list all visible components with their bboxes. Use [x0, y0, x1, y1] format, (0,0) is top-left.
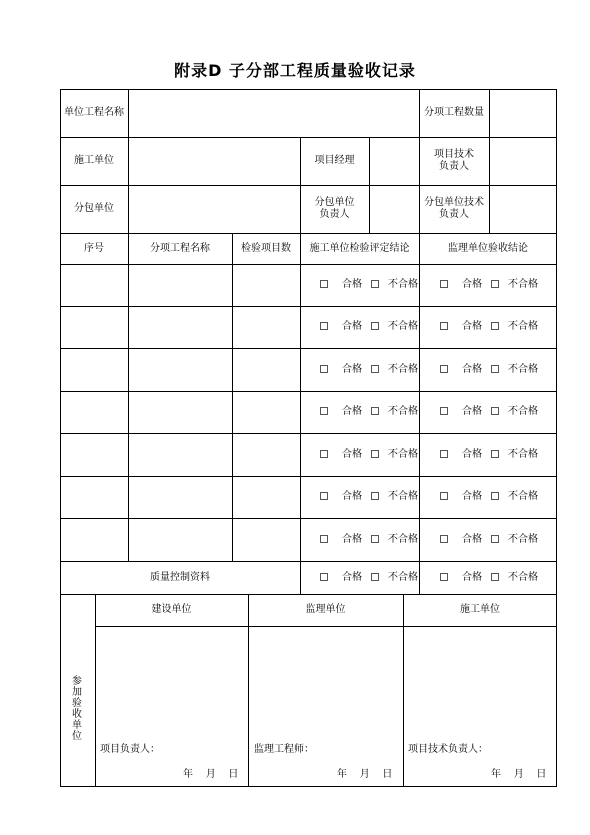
- column-header-seq: 序号: [84, 242, 104, 254]
- pass-checkbox[interactable]: [440, 573, 448, 581]
- build-unit-header: 建设单位: [151, 604, 192, 615]
- participants-label-char: 位: [72, 731, 82, 742]
- fail-checkbox[interactable]: [491, 535, 499, 543]
- fail-checkbox[interactable]: [491, 322, 499, 330]
- construction-date: 年 月 日: [491, 769, 547, 780]
- participants-label: [70, 676, 84, 742]
- fail-label: 不合格: [388, 491, 418, 502]
- pass-checkbox[interactable]: [320, 322, 328, 330]
- pass-label: 合格: [462, 406, 482, 417]
- fail-label: 不合格: [388, 364, 418, 375]
- pass-checkbox[interactable]: [320, 573, 328, 581]
- participants-label-char: 参: [72, 676, 82, 687]
- tech-lead-line-2: 负责人: [439, 161, 469, 172]
- pass-label: 合格: [342, 534, 362, 545]
- fail-checkbox[interactable]: [371, 322, 379, 330]
- unit-project-name-label: 单位工程名称: [64, 107, 124, 118]
- pass-label: 合格: [462, 534, 482, 545]
- fail-checkbox[interactable]: [371, 450, 379, 458]
- fail-label: 不合格: [508, 449, 538, 460]
- page-title: 附录D 子分部工程质量验收记录: [174, 61, 416, 80]
- pass-label: 合格: [342, 491, 362, 502]
- pass-checkbox[interactable]: [440, 322, 448, 330]
- column-header-supervision-conclusion: 监理单位验收结论: [448, 242, 528, 254]
- column-header-inspection-count: 检验项目数: [241, 242, 291, 254]
- participants-label-char: 单: [72, 720, 82, 731]
- fail-label: 不合格: [508, 406, 538, 417]
- fail-label: 不合格: [388, 572, 418, 583]
- fail-label: 不合格: [508, 534, 538, 545]
- pass-label: 合格: [342, 321, 362, 332]
- pass-label: 合格: [462, 449, 482, 460]
- fail-checkbox[interactable]: [491, 492, 499, 500]
- subcontract-tech-lead-line-1: 分包单位技术: [424, 197, 484, 208]
- pass-label: 合格: [342, 449, 362, 460]
- subcontract-tech-lead-line-2: 负责人: [439, 209, 469, 220]
- fail-checkbox[interactable]: [371, 407, 379, 415]
- fail-checkbox[interactable]: [491, 407, 499, 415]
- supervision-date: 年 月 日: [337, 769, 393, 780]
- pass-checkbox[interactable]: [440, 535, 448, 543]
- supervision-unit-header: 监理单位: [305, 604, 346, 615]
- pass-checkbox[interactable]: [440, 365, 448, 373]
- subcontract-unit-label: 分包单位: [74, 203, 114, 214]
- pass-checkbox[interactable]: [440, 450, 448, 458]
- pass-checkbox[interactable]: [320, 280, 328, 288]
- pass-label: 合格: [462, 279, 482, 290]
- subcontract-lead-line-2: 负责人: [319, 209, 350, 220]
- subcontract-lead-label: [300, 185, 369, 233]
- subcontract-lead-line-1: 分包单位: [314, 197, 355, 208]
- pass-checkbox[interactable]: [320, 365, 328, 373]
- fail-checkbox[interactable]: [491, 450, 499, 458]
- construction-unit-header: 施工单位: [460, 604, 500, 615]
- tech-lead-label: [419, 137, 489, 185]
- fail-checkbox[interactable]: [491, 365, 499, 373]
- fail-checkbox[interactable]: [371, 492, 379, 500]
- build-date: 年 月 日: [183, 769, 239, 780]
- participants-label-char: 加: [72, 687, 82, 698]
- fail-checkbox[interactable]: [491, 280, 499, 288]
- fail-checkbox[interactable]: [371, 365, 379, 373]
- participants-label-char: 收: [72, 709, 82, 720]
- fail-label: 不合格: [388, 321, 418, 332]
- pass-label: 合格: [462, 572, 482, 583]
- construction-signer-label: 项目技术负责人：: [408, 744, 488, 755]
- pass-label: 合格: [342, 572, 362, 583]
- pass-label: 合格: [342, 279, 362, 290]
- sub-project-count-label: 分项工程数量: [424, 107, 484, 118]
- fail-checkbox[interactable]: [491, 573, 499, 581]
- subcontract-tech-lead-label: [419, 185, 489, 233]
- participants-label-char: 验: [72, 698, 82, 709]
- fail-label: 不合格: [508, 491, 538, 502]
- pass-checkbox[interactable]: [320, 407, 328, 415]
- fail-label: 不合格: [508, 572, 538, 583]
- supervision-signer-label: 监理工程师：: [254, 744, 314, 755]
- pass-checkbox[interactable]: [320, 450, 328, 458]
- quality-control-label: 质量控制资料: [150, 571, 210, 583]
- pass-checkbox[interactable]: [440, 492, 448, 500]
- pass-label: 合格: [342, 406, 362, 417]
- project-manager-label: 项目经理: [314, 155, 355, 166]
- fail-label: 不合格: [388, 279, 418, 290]
- fail-label: 不合格: [388, 534, 418, 545]
- column-header-construction-conclusion: 施工单位检验评定结论: [309, 242, 410, 254]
- pass-checkbox[interactable]: [320, 492, 328, 500]
- build-signer-label: 项目负责人：: [100, 744, 160, 755]
- pass-label: 合格: [342, 364, 362, 375]
- fail-checkbox[interactable]: [371, 535, 379, 543]
- fail-checkbox[interactable]: [371, 573, 379, 581]
- pass-checkbox[interactable]: [320, 535, 328, 543]
- fail-label: 不合格: [508, 279, 538, 290]
- fail-label: 不合格: [508, 364, 538, 375]
- construction-unit-label: 施工单位: [74, 155, 114, 166]
- fail-label: 不合格: [388, 406, 418, 417]
- pass-label: 合格: [462, 491, 482, 502]
- fail-label: 不合格: [508, 321, 538, 332]
- pass-label: 合格: [462, 364, 482, 375]
- column-header-sub-item-name: 分项工程名称: [150, 242, 210, 254]
- fail-checkbox[interactable]: [371, 280, 379, 288]
- tech-lead-line-1: 项目技术: [434, 149, 474, 160]
- pass-checkbox[interactable]: [440, 407, 448, 415]
- pass-checkbox[interactable]: [440, 280, 448, 288]
- fail-label: 不合格: [388, 449, 418, 460]
- pass-label: 合格: [462, 321, 482, 332]
